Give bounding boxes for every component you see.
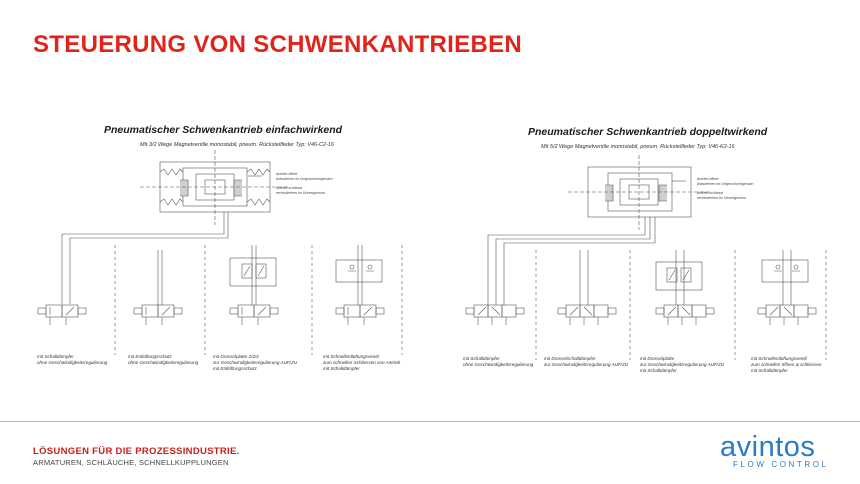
page-title: STEUERUNG VON SCHWENKANTRIEBEN <box>33 31 523 58</box>
left-caption-1: mit Schalldämpfer ohne Geschwindigkeitsregulierung <box>37 354 108 365</box>
right-note-open: Antrieb öffnet linksdrehen im Gegenuhrzeigersinn <box>697 177 754 186</box>
left-caption-2: mit Entlüftungsschutz ohne Geschwindigkeitsregulierung <box>128 354 199 365</box>
right-diagram-subtitle: Mit 5/2 Wege Magnetventile monostabil, pneum. Rückstellfeder Typ: V46-K2-16 <box>541 144 735 150</box>
left-note-open: Antrieb öffnet linksdrehen im Gegenuhrzeigersinn <box>276 172 333 181</box>
left-actuator <box>140 150 290 225</box>
footer-title: LÖSUNGEN FÜR DIE PROZESSINDUSTRIE. <box>33 446 240 457</box>
right-caption-1: mit Schalldämpfer ohne Geschwindigkeitsregulierung <box>463 356 534 367</box>
right-note-close: Antrieb schliesst rechtsdrehen im Uhrzeigersinn <box>697 191 746 200</box>
logo-tagline: FLOW CONTROL <box>733 460 829 469</box>
right-actuator <box>568 155 712 230</box>
avintos-logo <box>720 432 830 472</box>
right-caption-4: mit Schnellentlüftungsventil zum schnellen öffnen & schliessen mit Schalldämpfer <box>751 356 822 373</box>
footer-divider <box>0 421 860 422</box>
right-diagram-title: Pneumatischer Schwenkantrieb doppeltwirkend <box>528 126 768 138</box>
left-note-close: Antrieb schliesst rechtsdrehen im Uhrzeigersinn <box>276 186 325 195</box>
footer-subtitle: ARMATUREN, SCHLÄUCHE, SCHNELLKUPPLUNGEN <box>33 458 229 467</box>
right-caption-2: mit Drosselschalldämpfer zur Geschwindigkeitsregulierung AUF/ZU <box>544 356 629 367</box>
logo-wordmark: avintos <box>720 431 816 463</box>
right-valves <box>466 305 816 325</box>
left-caption-4: mit Schnellentlüftungsventil zum schnellen Schliessen von Antrieb mit Schalldämpfer <box>323 354 401 371</box>
left-valves <box>38 305 384 325</box>
left-diagram-subtitle: Mit 3/2 Wege Magnetventile monostabil, pneum. Rückstellfeder Typ: V46-C2-16 <box>140 142 334 148</box>
left-diagram-title: Pneumatischer Schwenkantrieb einfachwirkend <box>104 124 343 136</box>
right-caption-3: mit Drosselplatte zur Geschwindigkeitsregulierung AUF/ZU mit Schalldämpfer <box>640 356 725 373</box>
left-caption-3: mit Drosselplatte 2/2/4 zur Geschwindigkeitsregulierung AUF/ZU mit Entlüftungsschutz <box>213 354 298 371</box>
